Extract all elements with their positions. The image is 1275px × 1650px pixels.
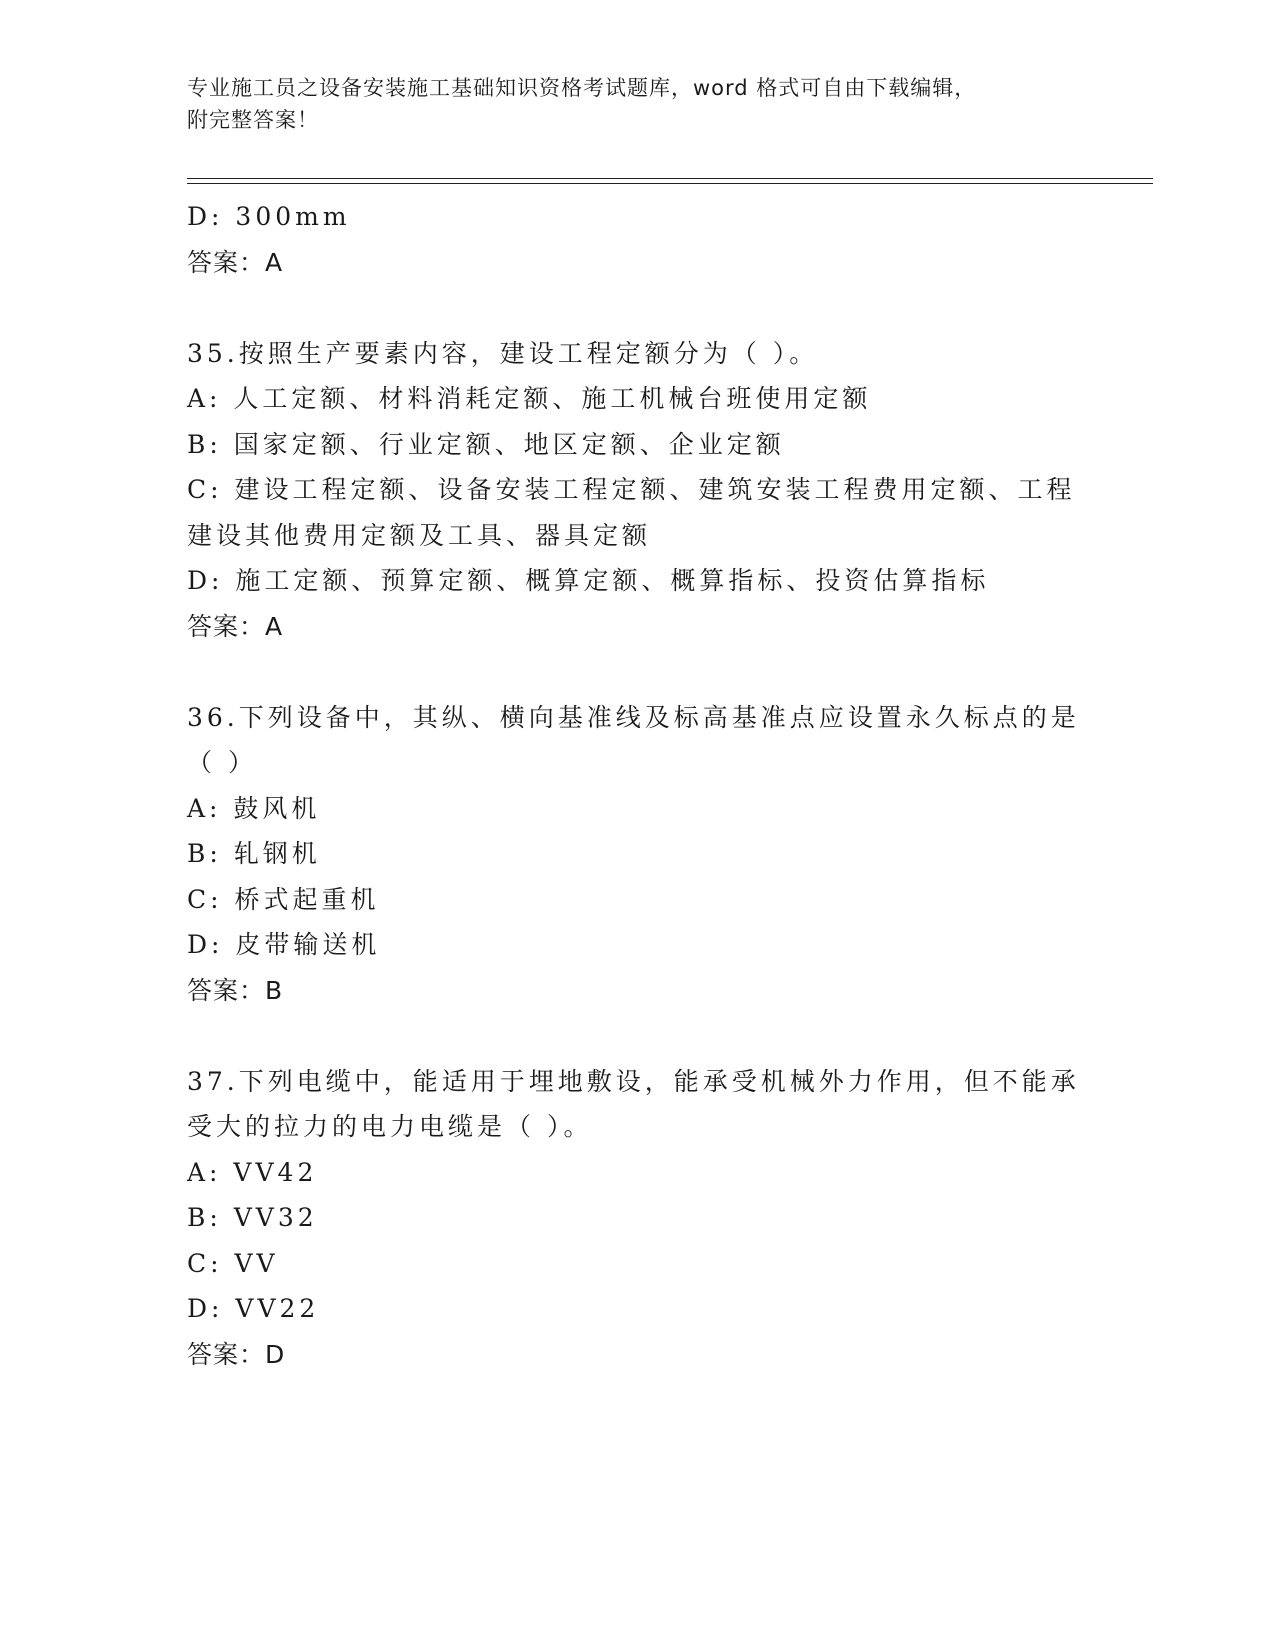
option-b: B: 轧钢机 — [187, 839, 321, 868]
option-c-line-2: 建设其他费用定额及工具、器具定额 — [187, 520, 652, 550]
question-text-line-1: 37.下列电缆中，能适用于埋地敷设，能承受机械外力作用，但不能承 — [187, 1066, 1080, 1096]
answer: 答案：B — [187, 975, 284, 1005]
option-c: C: VV — [187, 1248, 279, 1278]
answer: 答案：A — [187, 611, 284, 641]
question-37 — [187, 1059, 1087, 1378]
option-c: C: 桥式起重机 — [187, 884, 380, 914]
option-d: D: 皮带输送机 — [187, 930, 381, 959]
option-a: A: 人工定额、材料消耗定额、施工机械台班使用定额 — [187, 384, 872, 413]
header-line-2: 附完整答案！ — [187, 108, 319, 132]
question-35 — [187, 331, 1087, 650]
answer: 答案：A — [187, 247, 284, 277]
question-text: 35.按照生产要素内容，建设工程定额分为（ ）。 — [187, 338, 819, 368]
option-d: D: 300mm — [187, 202, 351, 231]
question-text-line-1: 36.下列设备中，其纵、横向基准线及标高基准点应设置永久标点的是 — [187, 702, 1080, 732]
question-text-line-2: （ ） — [187, 748, 257, 777]
answer: 答案：D — [187, 1339, 286, 1369]
question-list — [187, 194, 1087, 1377]
option-a: A: 鼓风机 — [187, 793, 321, 823]
option-d: D: VV22 — [187, 1294, 320, 1323]
header-line-1: 专业施工员之设备安装施工基础知识资格考试题库，word 格式可自由下载编辑， — [187, 76, 977, 100]
option-c-line-1: C: 建设工程定额、设备安装工程定额、建筑安装工程费用定额、工程 — [187, 475, 1076, 504]
question-text-line-2: 受大的拉力的电力电缆是（ ）。 — [187, 1112, 593, 1141]
option-d: D: 施工定额、预算定额、概算定额、概算指标、投资估算指标 — [187, 566, 990, 595]
document-header — [187, 72, 1087, 136]
question-36 — [187, 695, 1087, 1014]
previous-question-tail — [187, 194, 1087, 285]
header-rule-top — [187, 178, 1153, 179]
option-b: B: 国家定额、行业定额、地区定额、企业定额 — [187, 429, 785, 459]
header-rule-bottom — [187, 183, 1153, 184]
option-a: A: VV42 — [187, 1157, 318, 1187]
option-b: B: VV32 — [187, 1203, 318, 1232]
